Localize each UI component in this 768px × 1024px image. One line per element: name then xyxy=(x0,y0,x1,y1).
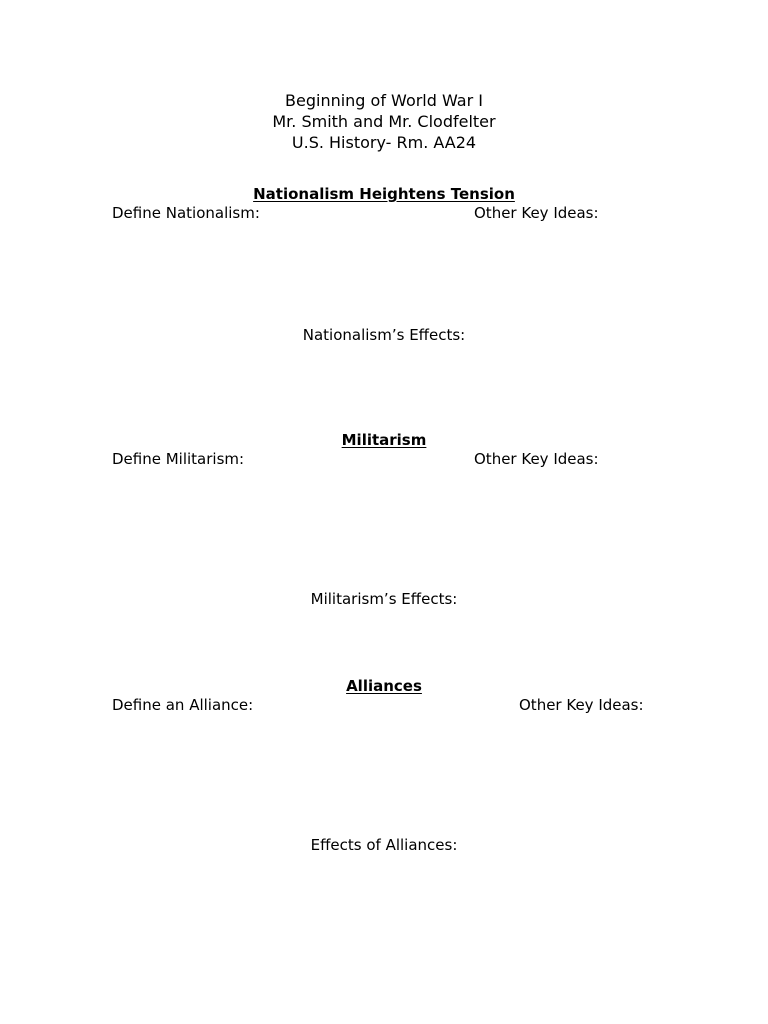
alliances-other-key-ideas-label: Other Key Ideas: xyxy=(519,696,644,714)
nationalism-effects-label: Nationalism’s Effects: xyxy=(302,326,466,344)
define-militarism-label: Define Militarism: xyxy=(112,450,245,468)
nationalism-other-key-ideas-label: Other Key Ideas: xyxy=(474,204,599,222)
alliances-effects-label: Effects of Alliances: xyxy=(310,836,458,854)
class-room: U.S. History- Rm. AA24 xyxy=(291,133,477,152)
define-nationalism-label: Define Nationalism: xyxy=(112,204,260,222)
militarism-other-key-ideas-label: Other Key Ideas: xyxy=(474,450,599,468)
worksheet-title: Beginning of World War I xyxy=(285,91,483,110)
teacher-names: Mr. Smith and Mr. Clodfelter xyxy=(272,112,496,131)
nationalism-heading: Nationalism Heightens Tension xyxy=(253,185,515,203)
define-alliance-label: Define an Alliance: xyxy=(112,696,254,714)
alliances-heading: Alliances xyxy=(346,677,422,695)
militarism-heading: Militarism xyxy=(341,431,427,449)
militarism-effects-label: Militarism’s Effects: xyxy=(310,590,458,608)
